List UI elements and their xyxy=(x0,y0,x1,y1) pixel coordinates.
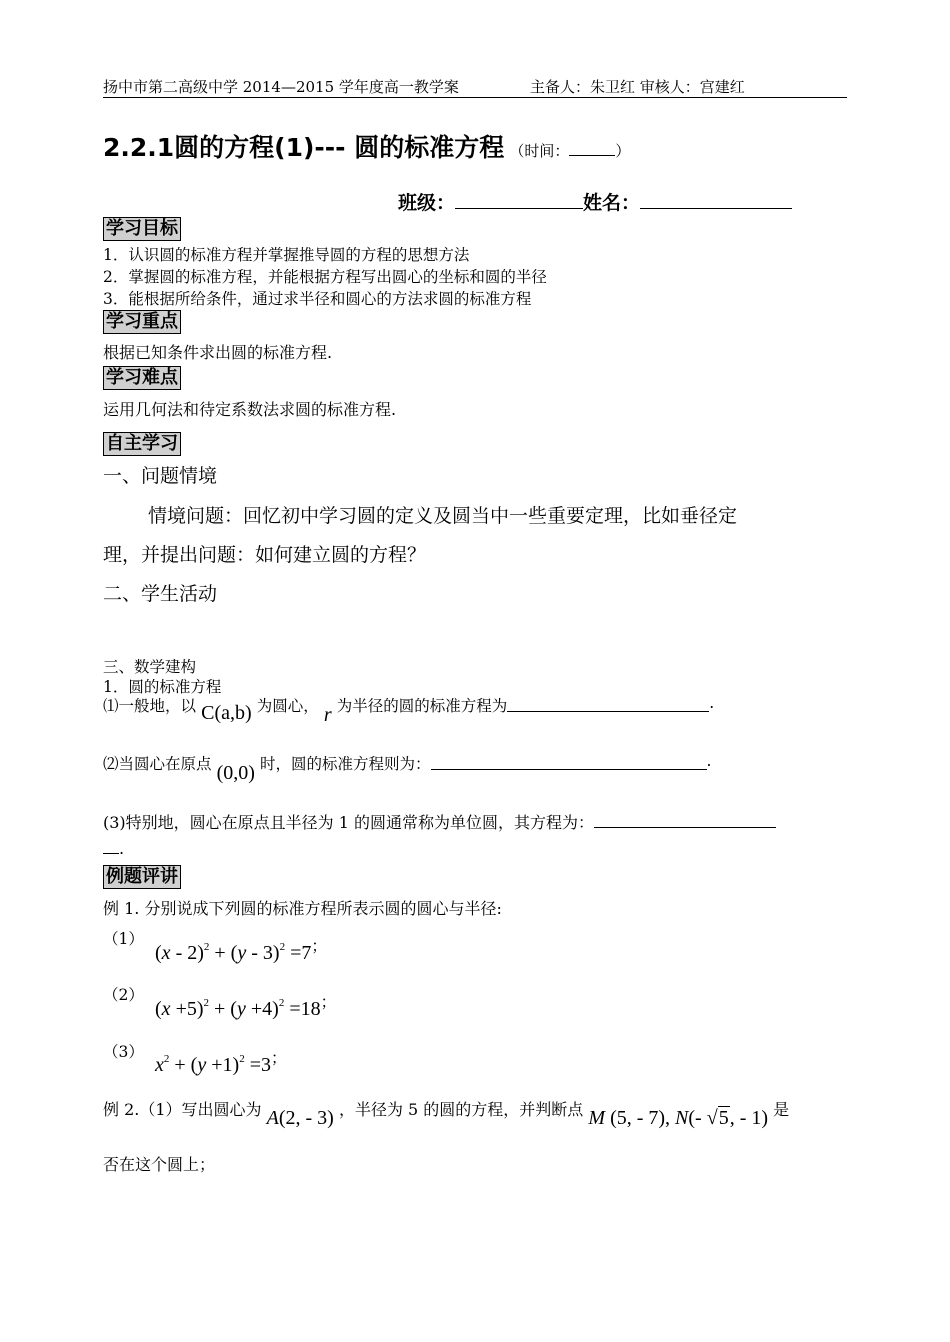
q2-suffix: 时，圆的标准方程则为： xyxy=(260,755,431,773)
q2-answer-blank[interactable] xyxy=(431,752,707,770)
question-1 xyxy=(103,694,714,727)
ex2-prefix: 例 2.（1）写出圆心为 xyxy=(103,1100,262,1119)
situation-line2: 理，并提出问题：如何建立圆的方程？ xyxy=(103,544,427,566)
q1-answer-blank[interactable] xyxy=(507,694,709,712)
q1-period: . xyxy=(709,694,715,712)
sub1-title: 1．圆的标准方程 xyxy=(103,678,222,696)
title-main: 2.2.1圆的方程(1)--- 圆的标准方程 xyxy=(103,133,505,162)
ex2-center: A(2, - 3) xyxy=(266,1107,334,1129)
key-points-heading: 学习重点 xyxy=(103,310,181,334)
q3-answer-continuation xyxy=(103,836,124,858)
ex2-mid: ，半径为 5 的圆的方程，并判断点 xyxy=(338,1100,584,1119)
ex1-label-1: （1） xyxy=(103,930,144,948)
ex1-intro: 例 1. 分别说成下列圆的标准方程所表示圆的圆心与半径: xyxy=(103,899,502,918)
time-blank[interactable] xyxy=(569,141,615,156)
ex1-label-3: （3） xyxy=(103,1043,144,1061)
ex2-points: M (5, - 7), N(- √5, - 1) xyxy=(588,1107,769,1129)
goal-item: 2．掌握圆的标准方程，并能根据方程写出圆心的坐标和圆的半径 xyxy=(103,268,547,286)
ex2-line2: 否在这个圆上； xyxy=(103,1155,216,1174)
ex1-label-2: （2） xyxy=(103,986,144,1004)
goals-heading: 学习目标 xyxy=(103,217,181,241)
header-school: 扬中市第二高级中学 2014—2015 学年度高一教学案 xyxy=(103,78,459,96)
q2-period: . xyxy=(706,752,712,770)
student-info-row xyxy=(398,188,792,215)
goal-item: 3．能根据所给条件，通过求半径和圆心的方法求圆的标准方程 xyxy=(103,290,532,308)
page-title xyxy=(103,128,630,164)
examples-heading: 例题评讲 xyxy=(103,865,181,889)
q1-mid: 为圆心， xyxy=(256,697,319,715)
question-3 xyxy=(103,810,776,833)
class-blank[interactable] xyxy=(455,190,583,209)
q2-origin: (0,0) xyxy=(216,762,255,784)
ex1-equation-3: $x^2 + (y +1)^2 =3^;$ xyxy=(155,1050,287,1076)
key-points-text: 根据已知条件求出圆的标准方程. xyxy=(103,343,333,362)
situation-line1: 情境问题：回忆初中学习圆的定义及圆当中一些重要定理，比如垂径定 xyxy=(148,505,738,527)
q3-text: (3)特别地，圆心在原点且半径为 1 的圆通常称为单位圆，其方程为： xyxy=(103,813,595,832)
q1-center: C(a,b) xyxy=(201,702,252,724)
difficulties-text: 运用几何法和待定系数法求圆的标准方程. xyxy=(103,400,397,419)
part2-title: 二、学生活动 xyxy=(103,583,218,605)
q3-period: . xyxy=(119,839,125,858)
name-blank[interactable] xyxy=(640,190,792,209)
difficulties-heading: 学习难点 xyxy=(103,366,181,390)
ex1-equation-2: $(x +5)^2 + (y +4)^2 =18^;$ xyxy=(155,994,337,1020)
title-time-note: （时间： xyxy=(509,142,570,160)
title-time-close: ） xyxy=(615,142,631,160)
name-label: 姓名： xyxy=(583,192,641,214)
q1-suffix: 为半径的圆的标准方程为 xyxy=(336,697,508,715)
goal-item: 1．认识圆的标准方程并掌握推导圆的方程的思想方法 xyxy=(103,246,470,264)
header-rule xyxy=(103,97,847,98)
q3-answer-blank-2[interactable] xyxy=(103,836,119,854)
class-label: 班级： xyxy=(398,192,456,214)
question-2 xyxy=(103,752,711,785)
q1-prefix: ⑴一般地，以 xyxy=(103,697,197,715)
ex2-suffix: 是 xyxy=(773,1100,790,1119)
part3-title: 三、数学建构 xyxy=(103,658,197,676)
q1-radius: r xyxy=(323,704,332,726)
q2-prefix: ⑵当圆心在原点 xyxy=(103,755,212,773)
part1-title: 一、问题情境 xyxy=(103,465,218,487)
header-preparer: 主备人：朱卫红 审核人：宫建红 xyxy=(530,78,745,96)
self-study-heading: 自主学习 xyxy=(103,432,181,456)
ex1-equation-1: (x - 2)$^2$ + (y - 3)$^2$ =7； xyxy=(155,938,327,964)
example-2 xyxy=(103,1097,789,1130)
q3-answer-blank[interactable] xyxy=(594,810,776,828)
